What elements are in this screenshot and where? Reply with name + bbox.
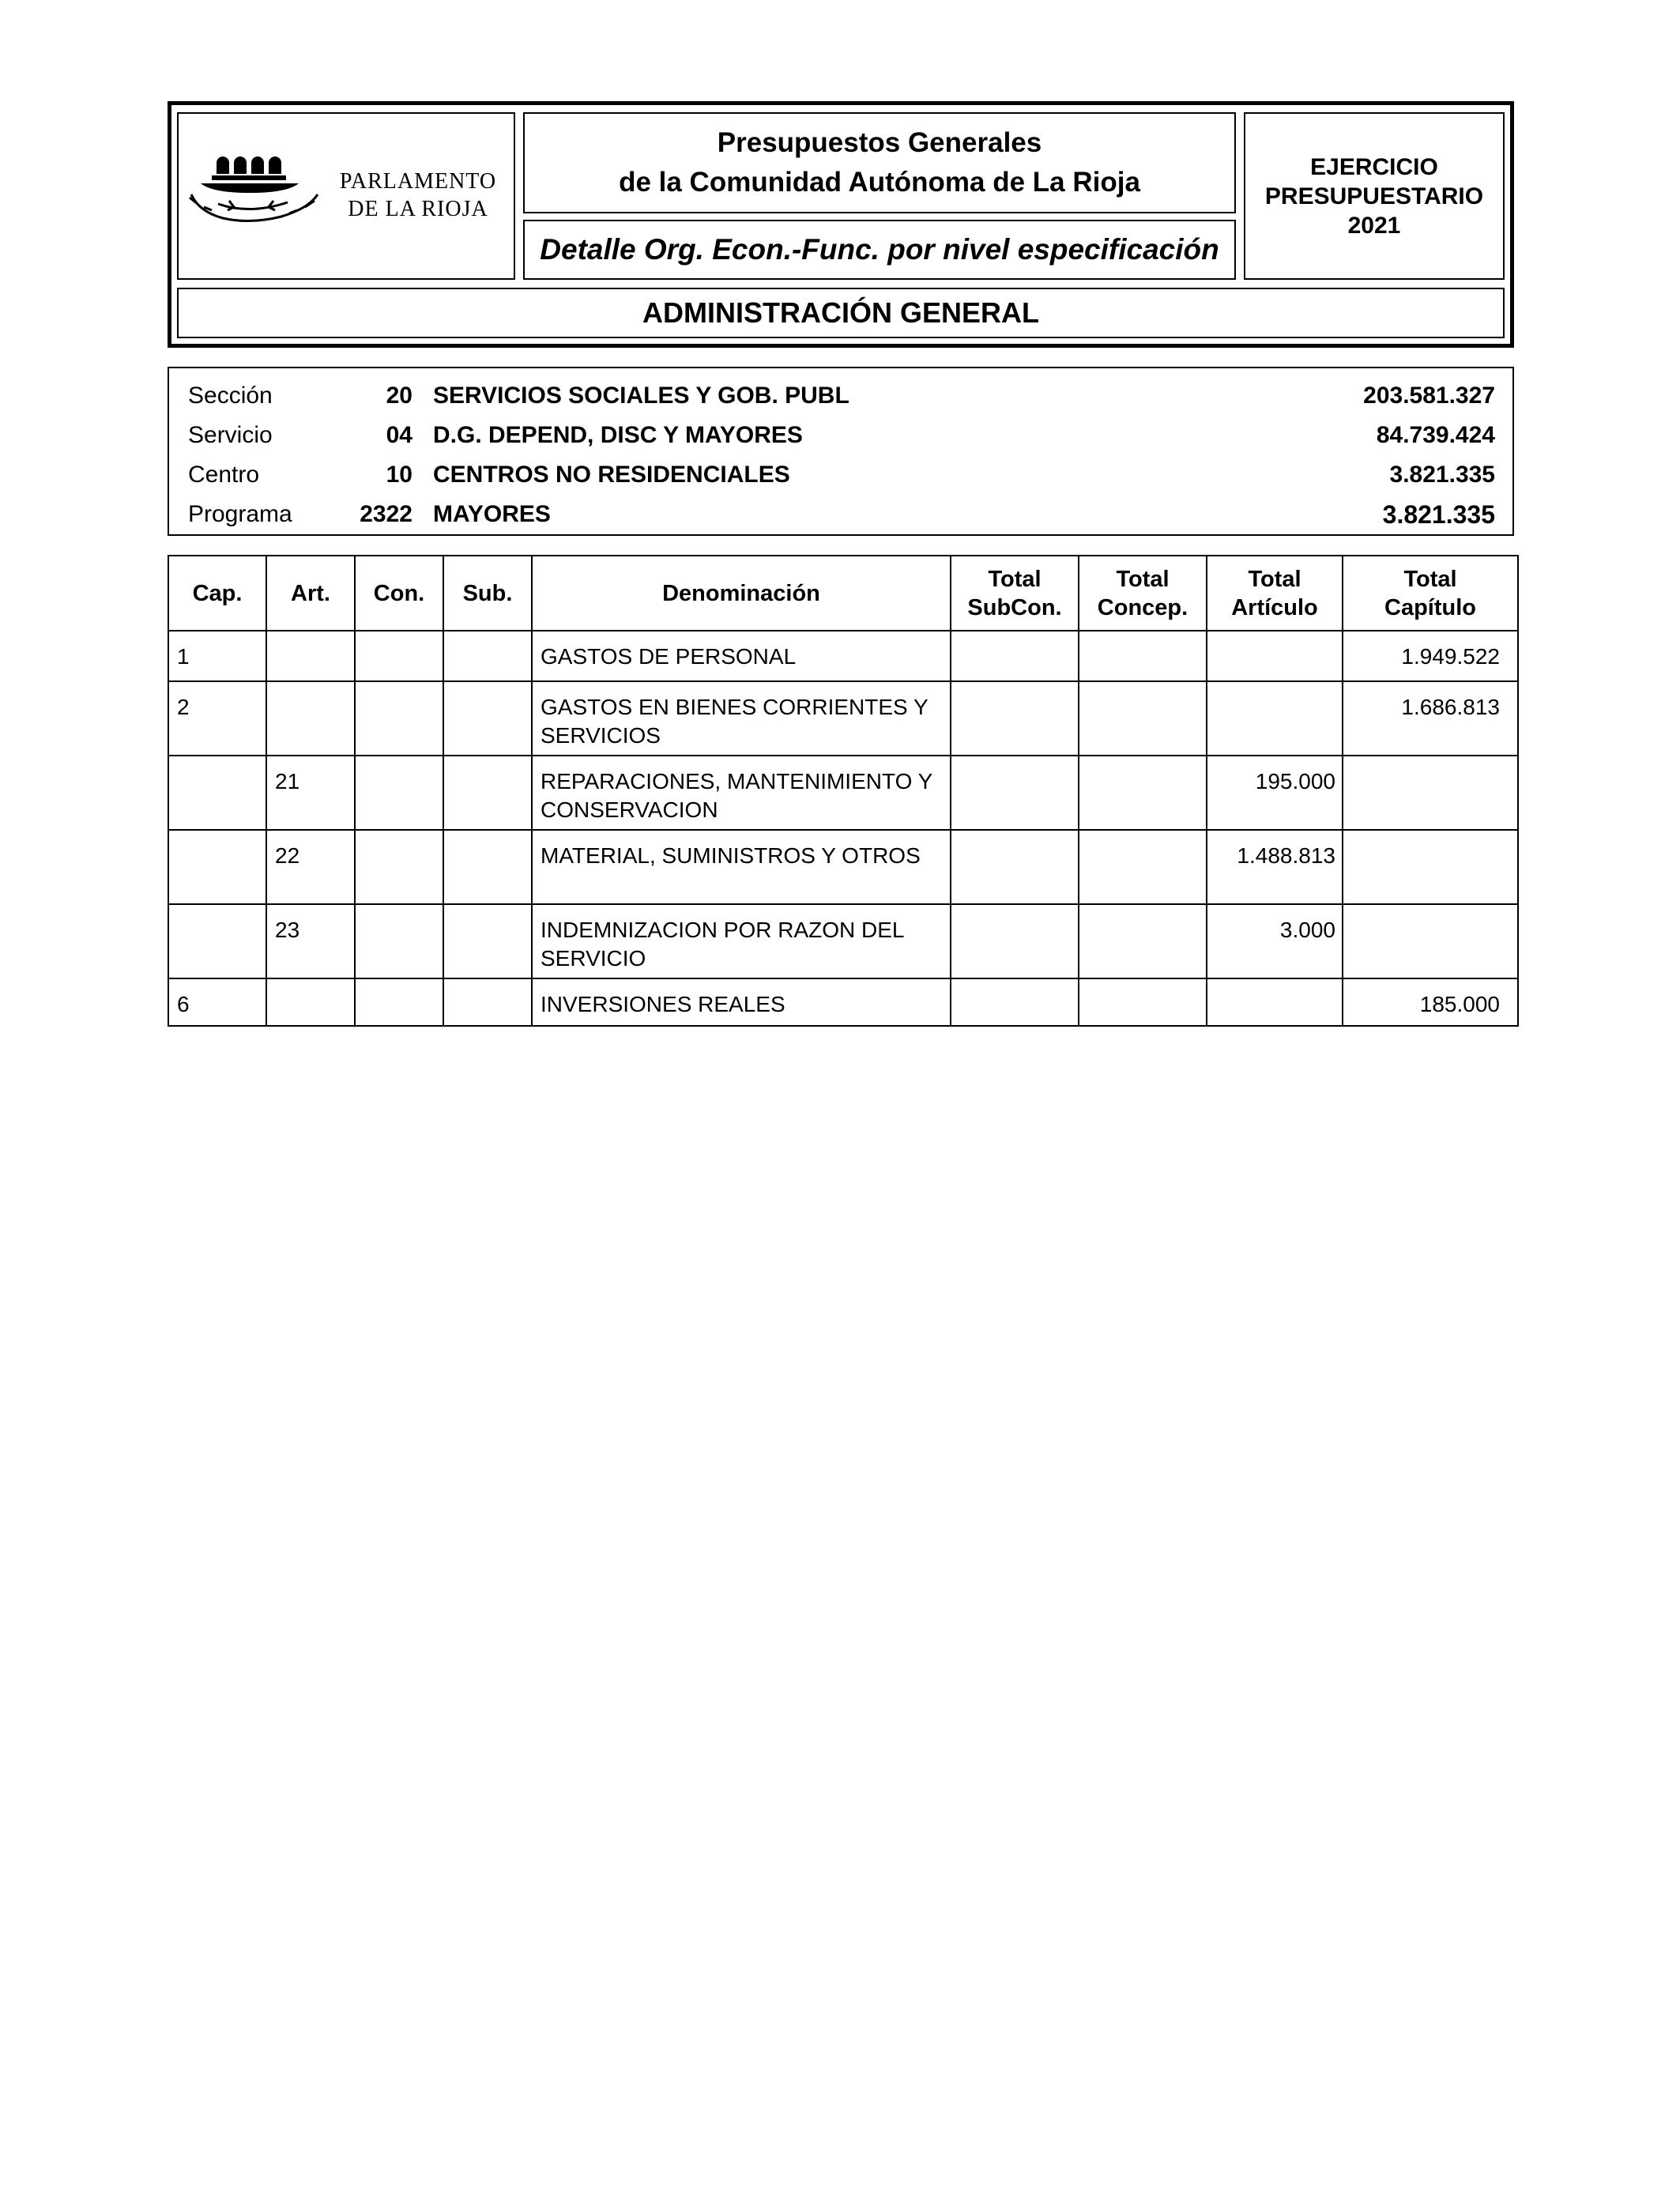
cell-total-articulo: [1207, 978, 1343, 1026]
cell-total-subcon: [951, 904, 1079, 978]
cell-total-articulo: [1207, 681, 1343, 756]
logo-text-line2: DE LA RIOJA: [348, 197, 488, 221]
cell-total-articulo: 195.000: [1207, 756, 1343, 830]
org-row-servicio: [169, 416, 1512, 455]
section-title: ADMINISTRACIÓN GENERAL: [642, 296, 1039, 329]
table-row: [168, 681, 1518, 756]
document-title-line1: Presupuestos Generales: [717, 127, 1042, 158]
col-header-total-articulo: [1207, 556, 1343, 631]
cell-total-capitulo: [1343, 830, 1518, 904]
cell-total-concep: [1079, 904, 1207, 978]
org-row-programa: [169, 495, 1512, 534]
cell-denominacion: REPARACIONES, MANTENIMIENTO Y CONSERVACION: [532, 756, 951, 830]
exercise-label-line2: PRESUPUESTARIO: [1264, 183, 1484, 209]
cell-con: [355, 681, 443, 756]
col-header-line: Total: [1248, 566, 1301, 592]
cell-sub: [443, 830, 532, 904]
cell-con: [355, 830, 443, 904]
cell-total-concep: [1079, 830, 1207, 904]
org-label: Servicio: [188, 422, 273, 448]
col-header-line: Total: [1116, 566, 1170, 592]
cell-total-articulo: 3.000: [1207, 904, 1343, 978]
col-header-art: Art.: [266, 556, 355, 631]
cell-cap: [168, 830, 266, 904]
org-row-centro: [169, 455, 1512, 495]
cell-total-subcon: [951, 978, 1079, 1026]
budget-table: [168, 555, 1519, 1027]
cell-cap: 1: [168, 631, 266, 681]
org-info-box: [168, 367, 1514, 536]
cell-sub: [443, 681, 532, 756]
logo-text-line1: PARLAMENTO: [339, 169, 497, 194]
cell-sub: [443, 756, 532, 830]
parliament-logo-icon: [186, 145, 326, 232]
col-header-line: Total: [988, 566, 1042, 592]
cell-sub: [443, 978, 532, 1026]
cell-con: [355, 756, 443, 830]
table-header-row: [168, 556, 1518, 631]
logo-box: [177, 112, 515, 280]
cell-denominacion: GASTOS DE PERSONAL: [532, 631, 951, 681]
cell-denominacion: MATERIAL, SUMINISTROS Y OTROS: [532, 830, 951, 904]
exercise-box: [1244, 112, 1505, 280]
org-name: MAYORES: [433, 501, 551, 527]
table-row: [168, 756, 1518, 830]
cell-cap: 6: [168, 978, 266, 1026]
cell-total-capitulo: 1.686.813: [1343, 681, 1518, 756]
col-header-line: Total: [1403, 566, 1457, 592]
col-header-sub: Sub.: [443, 556, 532, 631]
cell-total-concep: [1079, 756, 1207, 830]
logo-text: [326, 168, 510, 223]
cell-total-subcon: [951, 830, 1079, 904]
org-code: 04: [386, 422, 412, 448]
org-code: 2322: [360, 501, 412, 527]
cell-total-capitulo: 185.000: [1343, 978, 1518, 1026]
cell-sub: [443, 631, 532, 681]
col-header-total-concep: [1079, 556, 1207, 631]
org-amount: 203.581.327: [1363, 383, 1495, 409]
exercise-label-line1: EJERCICIO: [1310, 153, 1438, 180]
org-label: Centro: [188, 462, 260, 488]
org-amount: 3.821.335: [1382, 500, 1495, 529]
cell-total-capitulo: 1.949.522: [1343, 631, 1518, 681]
cell-total-capitulo: [1343, 904, 1518, 978]
cell-con: [355, 904, 443, 978]
table-row: [168, 904, 1518, 978]
col-header-line: Concep.: [1097, 594, 1188, 620]
org-label: Programa: [188, 501, 292, 527]
org-amount: 3.821.335: [1389, 462, 1495, 488]
cell-total-concep: [1079, 681, 1207, 756]
cell-art: [266, 978, 355, 1026]
exercise-year: 2021: [1347, 212, 1401, 239]
document-subtitle: Detalle Org. Econ.-Func. por nivel especificación: [540, 233, 1219, 266]
cell-art: 21: [266, 756, 355, 830]
cell-cap: 2: [168, 681, 266, 756]
cell-total-capitulo: [1343, 756, 1518, 830]
cell-denominacion: INVERSIONES REALES: [532, 978, 951, 1026]
org-name: D.G. DEPEND, DISC Y MAYORES: [433, 422, 803, 448]
col-header-line: Capítulo: [1384, 594, 1476, 620]
col-header-line: SubCon.: [967, 594, 1062, 620]
table-row: [168, 631, 1518, 681]
cell-total-articulo: [1207, 631, 1343, 681]
cell-total-articulo: 1.488.813: [1207, 830, 1343, 904]
cell-con: [355, 631, 443, 681]
cell-total-subcon: [951, 681, 1079, 756]
col-header-con: Con.: [355, 556, 443, 631]
cell-art: 22: [266, 830, 355, 904]
org-name: SERVICIOS SOCIALES Y GOB. PUBL: [433, 383, 849, 409]
cell-total-concep: [1079, 631, 1207, 681]
cell-cap: [168, 904, 266, 978]
org-code: 10: [386, 462, 412, 488]
document-title-line2: de la Comunidad Autónoma de La Rioja: [619, 167, 1140, 198]
document-title-box: [523, 112, 1236, 213]
org-label: Sección: [188, 383, 273, 409]
table-row: [168, 830, 1518, 904]
cell-con: [355, 978, 443, 1026]
col-header-total-subcon: [951, 556, 1079, 631]
org-code: 20: [386, 383, 412, 409]
cell-art: 23: [266, 904, 355, 978]
cell-total-concep: [1079, 978, 1207, 1026]
col-header-denominacion: Denominación: [532, 556, 951, 631]
org-amount: 84.739.424: [1376, 422, 1495, 448]
table-row: [168, 978, 1518, 1026]
cell-denominacion: GASTOS EN BIENES CORRIENTES Y SERVICIOS: [532, 681, 951, 756]
cell-total-subcon: [951, 756, 1079, 830]
col-header-cap: Cap.: [168, 556, 266, 631]
cell-art: [266, 681, 355, 756]
cell-sub: [443, 904, 532, 978]
col-header-line: Artículo: [1231, 594, 1318, 620]
cell-total-subcon: [951, 631, 1079, 681]
cell-cap: [168, 756, 266, 830]
cell-denominacion: INDEMNIZACION POR RAZON DEL SERVICIO: [532, 904, 951, 978]
org-row-seccion: [169, 376, 1512, 416]
org-name: CENTROS NO RESIDENCIALES: [433, 462, 790, 488]
section-title-box: [177, 288, 1505, 338]
cell-art: [266, 631, 355, 681]
document-subtitle-box: [523, 220, 1236, 280]
col-header-total-capitulo: [1343, 556, 1518, 631]
